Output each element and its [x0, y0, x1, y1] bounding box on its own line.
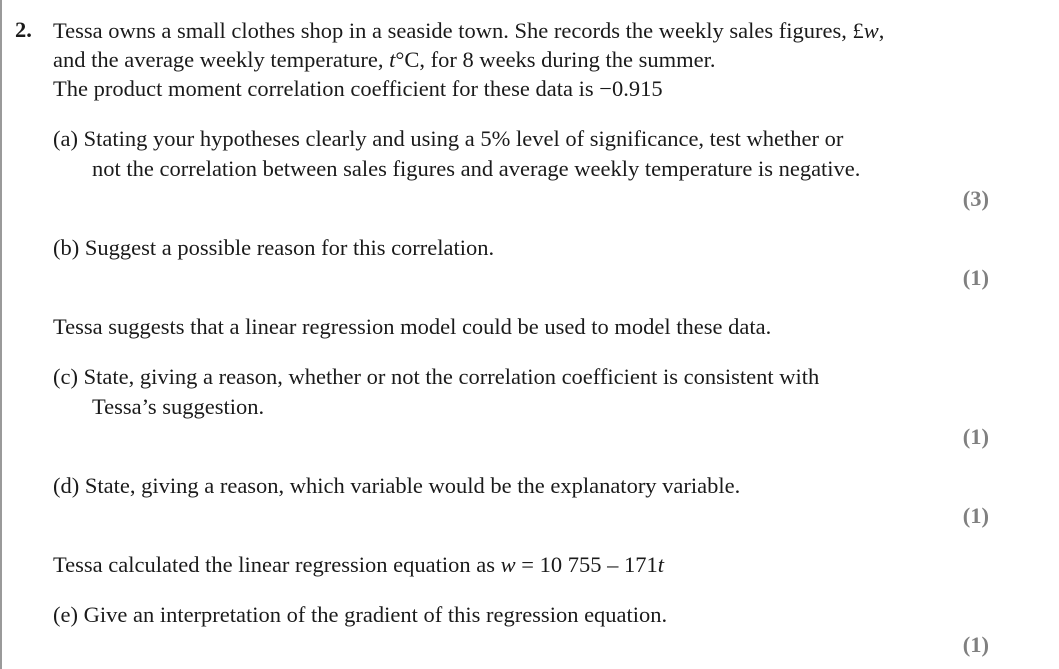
part-c-line-1: (c) State, giving a reason, whether or not the correlation coefficient is consistent with [53, 364, 820, 389]
intro-line-3: The product moment correlation coefficient for these data is −0.915 [53, 76, 663, 101]
page-left-rule [0, 0, 2, 669]
part-c-line-2: Tessa’s suggestion. [92, 394, 265, 419]
part-d-marks: (1) [962, 503, 989, 528]
part-a-marks: (3) [962, 186, 989, 211]
italic-variable: w [863, 18, 879, 43]
statement-1: Tessa suggests that a linear regression model could be used to model these data. [53, 314, 772, 339]
intro-line-2: and the average weekly temperature, t°C, for 8 weeks during the summer. [53, 47, 716, 72]
part-c-marks: (1) [962, 424, 989, 449]
italic-variable: t [657, 552, 664, 577]
statement-2: Tessa calculated the linear regression equation as w = 10 755 – 171t [53, 552, 664, 577]
question-number: 2. [15, 17, 32, 42]
italic-variable: w [500, 552, 516, 577]
intro-line-1: Tessa owns a small clothes shop in a seaside town. She records the weekly sales figures, £w, [53, 18, 885, 43]
italic-variable: t [389, 47, 396, 72]
part-e-line-1: (e) Give an interpretation of the gradient of this regression equation. [53, 602, 668, 627]
part-d-line-1: (d) State, giving a reason, which variable would be the explanatory variable. [53, 473, 741, 498]
part-a-line-2: not the correlation between sales figures and average weekly temperature is negative. [92, 156, 861, 181]
part-e-marks: (1) [962, 632, 989, 657]
part-b-line-1: (b) Suggest a possible reason for this correlation. [53, 235, 495, 260]
part-a-line-1: (a) Stating your hypotheses clearly and using a 5% level of significance, test whether or [53, 126, 844, 151]
part-b-marks: (1) [962, 265, 989, 290]
